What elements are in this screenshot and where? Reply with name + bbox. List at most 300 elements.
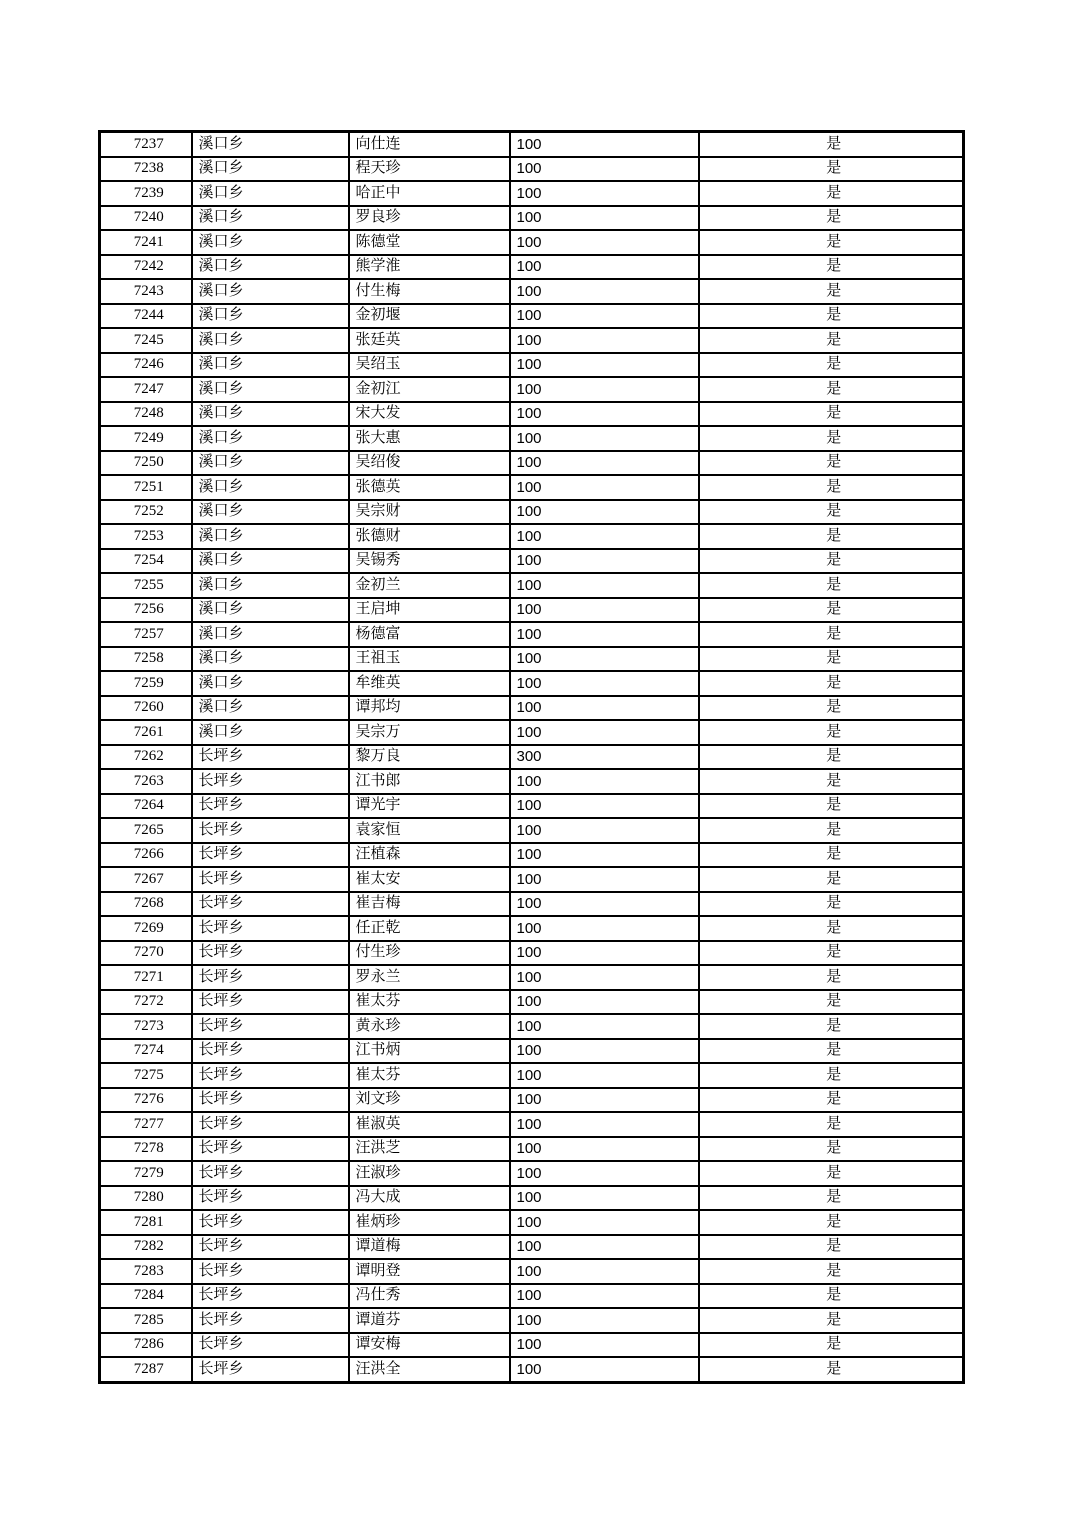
cell-amount: 100: [510, 181, 699, 206]
beneficiary-table: [98, 130, 965, 1384]
cell-confirmed: 是: [699, 843, 964, 868]
cell-name: 吴宗万: [349, 720, 510, 745]
cell-name: 张廷英: [349, 328, 510, 353]
table-row: [100, 1284, 964, 1309]
table-row: [100, 794, 964, 819]
cell-id: 7274: [100, 1039, 192, 1064]
cell-name: 崔吉梅: [349, 892, 510, 917]
table-row: [100, 1210, 964, 1235]
table-row: [100, 426, 964, 451]
table-row: [100, 304, 964, 329]
cell-amount: 100: [510, 402, 699, 427]
cell-id: 7278: [100, 1137, 192, 1162]
table-row: [100, 647, 964, 672]
cell-township: 溪口乡: [192, 255, 349, 280]
cell-id: 7270: [100, 941, 192, 966]
cell-amount: 100: [510, 1259, 699, 1284]
cell-township: 溪口乡: [192, 304, 349, 329]
cell-id: 7241: [100, 230, 192, 255]
cell-confirmed: 是: [699, 1161, 964, 1186]
cell-amount: 100: [510, 941, 699, 966]
cell-amount: 100: [510, 451, 699, 476]
cell-confirmed: 是: [699, 671, 964, 696]
cell-amount: 100: [510, 426, 699, 451]
cell-township: 溪口乡: [192, 328, 349, 353]
cell-township: 溪口乡: [192, 353, 349, 378]
cell-confirmed: 是: [699, 867, 964, 892]
cell-id: 7266: [100, 843, 192, 868]
cell-confirmed: 是: [699, 1039, 964, 1064]
table-row: [100, 916, 964, 941]
cell-confirmed: 是: [699, 647, 964, 672]
cell-township: 长坪乡: [192, 745, 349, 770]
cell-township: 长坪乡: [192, 867, 349, 892]
cell-name: 罗永兰: [349, 965, 510, 990]
table-row: [100, 279, 964, 304]
cell-township: 长坪乡: [192, 1112, 349, 1137]
cell-id: 7250: [100, 451, 192, 476]
cell-amount: 300: [510, 745, 699, 770]
cell-id: 7271: [100, 965, 192, 990]
table-row: [100, 500, 964, 525]
cell-township: 长坪乡: [192, 769, 349, 794]
cell-name: 江书郎: [349, 769, 510, 794]
cell-id: 7276: [100, 1088, 192, 1113]
cell-id: 7267: [100, 867, 192, 892]
cell-name: 任正乾: [349, 916, 510, 941]
table-row: [100, 230, 964, 255]
cell-name: 冯大成: [349, 1186, 510, 1211]
cell-confirmed: 是: [699, 818, 964, 843]
cell-amount: 100: [510, 573, 699, 598]
table-row: [100, 157, 964, 182]
table-body: [100, 132, 964, 1383]
table-row: [100, 1088, 964, 1113]
cell-name: 王启坤: [349, 598, 510, 623]
cell-amount: 100: [510, 1186, 699, 1211]
cell-name: 罗良珍: [349, 206, 510, 231]
cell-amount: 100: [510, 132, 699, 157]
cell-amount: 100: [510, 1112, 699, 1137]
cell-amount: 100: [510, 1357, 699, 1382]
cell-amount: 100: [510, 916, 699, 941]
cell-amount: 100: [510, 328, 699, 353]
cell-id: 7260: [100, 696, 192, 721]
cell-confirmed: 是: [699, 769, 964, 794]
cell-confirmed: 是: [699, 598, 964, 623]
cell-amount: 100: [510, 377, 699, 402]
cell-confirmed: 是: [699, 794, 964, 819]
cell-confirmed: 是: [699, 1308, 964, 1333]
cell-amount: 100: [510, 1063, 699, 1088]
cell-confirmed: 是: [699, 1088, 964, 1113]
cell-id: 7239: [100, 181, 192, 206]
cell-township: 溪口乡: [192, 451, 349, 476]
cell-name: 谭道梅: [349, 1235, 510, 1260]
cell-id: 7253: [100, 524, 192, 549]
cell-amount: 100: [510, 304, 699, 329]
cell-name: 汪植森: [349, 843, 510, 868]
table-row: [100, 206, 964, 231]
table-row: [100, 353, 964, 378]
cell-id: 7284: [100, 1284, 192, 1309]
cell-confirmed: 是: [699, 1357, 964, 1382]
cell-confirmed: 是: [699, 720, 964, 745]
cell-township: 溪口乡: [192, 696, 349, 721]
table-row: [100, 843, 964, 868]
cell-confirmed: 是: [699, 377, 964, 402]
table-row: [100, 132, 964, 157]
cell-township: 溪口乡: [192, 181, 349, 206]
cell-confirmed: 是: [699, 1333, 964, 1358]
cell-amount: 100: [510, 671, 699, 696]
cell-id: 7247: [100, 377, 192, 402]
table-row: [100, 1186, 964, 1211]
cell-township: 长坪乡: [192, 1161, 349, 1186]
table-row: [100, 769, 964, 794]
cell-id: 7243: [100, 279, 192, 304]
cell-township: 长坪乡: [192, 941, 349, 966]
cell-township: 长坪乡: [192, 1210, 349, 1235]
cell-name: 崔太芬: [349, 990, 510, 1015]
cell-name: 牟维英: [349, 671, 510, 696]
cell-amount: 100: [510, 1308, 699, 1333]
cell-amount: 100: [510, 1088, 699, 1113]
cell-amount: 100: [510, 524, 699, 549]
cell-township: 溪口乡: [192, 475, 349, 500]
cell-id: 7275: [100, 1063, 192, 1088]
cell-amount: 100: [510, 230, 699, 255]
cell-confirmed: 是: [699, 353, 964, 378]
cell-amount: 100: [510, 769, 699, 794]
cell-amount: 100: [510, 892, 699, 917]
cell-id: 7237: [100, 132, 192, 157]
cell-township: 溪口乡: [192, 132, 349, 157]
cell-township: 长坪乡: [192, 990, 349, 1015]
table-row: [100, 402, 964, 427]
cell-id: 7258: [100, 647, 192, 672]
cell-id: 7246: [100, 353, 192, 378]
cell-township: 溪口乡: [192, 622, 349, 647]
cell-name: 吴绍俊: [349, 451, 510, 476]
cell-township: 长坪乡: [192, 818, 349, 843]
cell-name: 谭道芬: [349, 1308, 510, 1333]
cell-township: 溪口乡: [192, 500, 349, 525]
table-row: [100, 377, 964, 402]
cell-name: 向仕连: [349, 132, 510, 157]
table-row: [100, 818, 964, 843]
cell-confirmed: 是: [699, 524, 964, 549]
cell-name: 黄永珍: [349, 1014, 510, 1039]
cell-id: 7245: [100, 328, 192, 353]
cell-id: 7259: [100, 671, 192, 696]
table-row: [100, 451, 964, 476]
cell-amount: 100: [510, 622, 699, 647]
cell-confirmed: 是: [699, 206, 964, 231]
table-row: [100, 745, 964, 770]
table-row: [100, 696, 964, 721]
cell-confirmed: 是: [699, 475, 964, 500]
cell-id: 7272: [100, 990, 192, 1015]
cell-confirmed: 是: [699, 132, 964, 157]
cell-confirmed: 是: [699, 1063, 964, 1088]
cell-name: 黎万良: [349, 745, 510, 770]
cell-name: 谭安梅: [349, 1333, 510, 1358]
cell-name: 谭邦均: [349, 696, 510, 721]
cell-name: 张大惠: [349, 426, 510, 451]
cell-id: 7256: [100, 598, 192, 623]
cell-name: 汪洪芝: [349, 1137, 510, 1162]
table-row: [100, 524, 964, 549]
cell-township: 长坪乡: [192, 1357, 349, 1382]
cell-amount: 100: [510, 867, 699, 892]
cell-confirmed: 是: [699, 500, 964, 525]
table-row: [100, 941, 964, 966]
cell-id: 7251: [100, 475, 192, 500]
cell-amount: 100: [510, 794, 699, 819]
cell-amount: 100: [510, 1039, 699, 1064]
cell-amount: 100: [510, 1235, 699, 1260]
cell-confirmed: 是: [699, 622, 964, 647]
cell-id: 7285: [100, 1308, 192, 1333]
cell-id: 7282: [100, 1235, 192, 1260]
cell-id: 7281: [100, 1210, 192, 1235]
cell-amount: 100: [510, 1137, 699, 1162]
cell-confirmed: 是: [699, 1284, 964, 1309]
cell-id: 7257: [100, 622, 192, 647]
cell-amount: 100: [510, 1333, 699, 1358]
cell-id: 7286: [100, 1333, 192, 1358]
cell-amount: 100: [510, 720, 699, 745]
cell-confirmed: 是: [699, 426, 964, 451]
cell-name: 杨德富: [349, 622, 510, 647]
cell-amount: 100: [510, 843, 699, 868]
cell-name: 冯仕秀: [349, 1284, 510, 1309]
cell-name: 谭光宇: [349, 794, 510, 819]
cell-amount: 100: [510, 818, 699, 843]
cell-amount: 100: [510, 475, 699, 500]
cell-amount: 100: [510, 1284, 699, 1309]
cell-amount: 100: [510, 1210, 699, 1235]
cell-name: 王祖玉: [349, 647, 510, 672]
cell-id: 7255: [100, 573, 192, 598]
cell-confirmed: 是: [699, 916, 964, 941]
cell-confirmed: 是: [699, 304, 964, 329]
cell-township: 溪口乡: [192, 647, 349, 672]
cell-confirmed: 是: [699, 745, 964, 770]
cell-id: 7254: [100, 549, 192, 574]
cell-id: 7252: [100, 500, 192, 525]
cell-township: 溪口乡: [192, 377, 349, 402]
table-row: [100, 720, 964, 745]
cell-township: 长坪乡: [192, 1063, 349, 1088]
cell-id: 7261: [100, 720, 192, 745]
cell-name: 程天珍: [349, 157, 510, 182]
cell-id: 7280: [100, 1186, 192, 1211]
cell-township: 长坪乡: [192, 1284, 349, 1309]
cell-name: 崔淑英: [349, 1112, 510, 1137]
cell-confirmed: 是: [699, 965, 964, 990]
cell-id: 7273: [100, 1014, 192, 1039]
cell-name: 陈德堂: [349, 230, 510, 255]
cell-name: 宋大发: [349, 402, 510, 427]
cell-confirmed: 是: [699, 1112, 964, 1137]
table-row: [100, 328, 964, 353]
cell-name: 付生珍: [349, 941, 510, 966]
cell-name: 汪淑珍: [349, 1161, 510, 1186]
cell-name: 崔炳珍: [349, 1210, 510, 1235]
cell-name: 袁家恒: [349, 818, 510, 843]
cell-township: 长坪乡: [192, 916, 349, 941]
cell-confirmed: 是: [699, 1259, 964, 1284]
cell-confirmed: 是: [699, 1137, 964, 1162]
cell-amount: 100: [510, 157, 699, 182]
table-row: [100, 1137, 964, 1162]
cell-id: 7262: [100, 745, 192, 770]
cell-amount: 100: [510, 255, 699, 280]
cell-id: 7277: [100, 1112, 192, 1137]
cell-township: 长坪乡: [192, 965, 349, 990]
cell-township: 溪口乡: [192, 671, 349, 696]
cell-name: 刘文珍: [349, 1088, 510, 1113]
table-row: [100, 965, 964, 990]
cell-confirmed: 是: [699, 255, 964, 280]
cell-township: 长坪乡: [192, 1039, 349, 1064]
table-row: [100, 1161, 964, 1186]
cell-confirmed: 是: [699, 181, 964, 206]
cell-township: 长坪乡: [192, 1308, 349, 1333]
cell-name: 汪洪全: [349, 1357, 510, 1382]
cell-township: 长坪乡: [192, 1259, 349, 1284]
cell-confirmed: 是: [699, 1235, 964, 1260]
cell-township: 长坪乡: [192, 1088, 349, 1113]
cell-id: 7269: [100, 916, 192, 941]
cell-id: 7287: [100, 1357, 192, 1382]
table-row: [100, 1259, 964, 1284]
cell-amount: 100: [510, 206, 699, 231]
cell-confirmed: 是: [699, 1186, 964, 1211]
cell-township: 溪口乡: [192, 573, 349, 598]
cell-name: 崔太安: [349, 867, 510, 892]
cell-confirmed: 是: [699, 892, 964, 917]
cell-id: 7268: [100, 892, 192, 917]
cell-township: 长坪乡: [192, 892, 349, 917]
cell-id: 7265: [100, 818, 192, 843]
cell-amount: 100: [510, 990, 699, 1015]
cell-confirmed: 是: [699, 157, 964, 182]
cell-township: 溪口乡: [192, 598, 349, 623]
cell-township: 溪口乡: [192, 720, 349, 745]
cell-amount: 100: [510, 598, 699, 623]
cell-township: 长坪乡: [192, 1186, 349, 1211]
cell-township: 长坪乡: [192, 843, 349, 868]
table-row: [100, 622, 964, 647]
table-row: [100, 1235, 964, 1260]
table-row: [100, 181, 964, 206]
cell-confirmed: 是: [699, 402, 964, 427]
table-row: [100, 1308, 964, 1333]
cell-amount: 100: [510, 1161, 699, 1186]
cell-id: 7249: [100, 426, 192, 451]
cell-confirmed: 是: [699, 1014, 964, 1039]
table-row: [100, 573, 964, 598]
table-row: [100, 475, 964, 500]
cell-name: 金初堰: [349, 304, 510, 329]
table-row: [100, 671, 964, 696]
cell-id: 7244: [100, 304, 192, 329]
cell-township: 溪口乡: [192, 157, 349, 182]
cell-confirmed: 是: [699, 1210, 964, 1235]
cell-confirmed: 是: [699, 573, 964, 598]
cell-id: 7283: [100, 1259, 192, 1284]
table-row: [100, 255, 964, 280]
table-row: [100, 990, 964, 1015]
cell-township: 溪口乡: [192, 279, 349, 304]
cell-township: 长坪乡: [192, 1137, 349, 1162]
cell-township: 溪口乡: [192, 549, 349, 574]
table-row: [100, 598, 964, 623]
cell-confirmed: 是: [699, 990, 964, 1015]
cell-township: 溪口乡: [192, 206, 349, 231]
cell-amount: 100: [510, 1014, 699, 1039]
cell-amount: 100: [510, 500, 699, 525]
cell-id: 7242: [100, 255, 192, 280]
table-row: [100, 867, 964, 892]
cell-id: 7264: [100, 794, 192, 819]
cell-township: 长坪乡: [192, 1333, 349, 1358]
cell-id: 7248: [100, 402, 192, 427]
cell-id: 7240: [100, 206, 192, 231]
cell-confirmed: 是: [699, 696, 964, 721]
cell-name: 吴锡秀: [349, 549, 510, 574]
cell-name: 崔太芬: [349, 1063, 510, 1088]
cell-name: 金初江: [349, 377, 510, 402]
cell-township: 长坪乡: [192, 1014, 349, 1039]
cell-township: 长坪乡: [192, 794, 349, 819]
cell-confirmed: 是: [699, 328, 964, 353]
cell-name: 金初兰: [349, 573, 510, 598]
table-row: [100, 1039, 964, 1064]
cell-amount: 100: [510, 353, 699, 378]
cell-id: 7279: [100, 1161, 192, 1186]
cell-confirmed: 是: [699, 230, 964, 255]
table-row: [100, 549, 964, 574]
cell-amount: 100: [510, 279, 699, 304]
cell-confirmed: 是: [699, 279, 964, 304]
table-row: [100, 1063, 964, 1088]
cell-name: 付生梅: [349, 279, 510, 304]
cell-township: 溪口乡: [192, 426, 349, 451]
cell-township: 长坪乡: [192, 1235, 349, 1260]
table-row: [100, 1333, 964, 1358]
cell-name: 张德英: [349, 475, 510, 500]
table-row: [100, 1014, 964, 1039]
cell-township: 溪口乡: [192, 230, 349, 255]
cell-name: 熊学淮: [349, 255, 510, 280]
cell-amount: 100: [510, 965, 699, 990]
cell-confirmed: 是: [699, 941, 964, 966]
cell-name: 江书炳: [349, 1039, 510, 1064]
table-row: [100, 1357, 964, 1382]
cell-id: 7263: [100, 769, 192, 794]
cell-name: 吴绍玉: [349, 353, 510, 378]
cell-township: 溪口乡: [192, 524, 349, 549]
cell-township: 溪口乡: [192, 402, 349, 427]
cell-amount: 100: [510, 696, 699, 721]
cell-amount: 100: [510, 647, 699, 672]
cell-confirmed: 是: [699, 549, 964, 574]
cell-id: 7238: [100, 157, 192, 182]
